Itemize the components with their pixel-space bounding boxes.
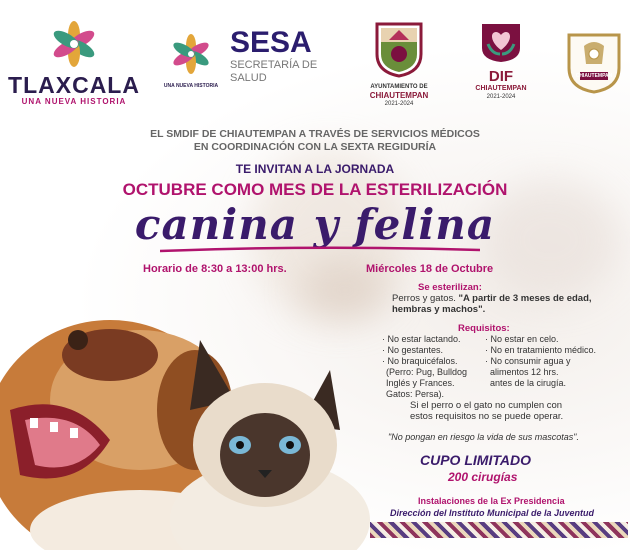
ayuntamiento-shield-icon [373,20,425,78]
script-title: canina y felina [134,200,496,249]
ayuntamiento-years: 2021-2024 [384,101,414,107]
tlaxcala-title: TLAXCALA [8,72,140,98]
venue-line-1: Instalaciones de la Ex Presidencia [418,496,565,506]
req-item: Inglés y Frances. [386,378,455,388]
dif-years: 2021-2024 [486,94,516,100]
requirements-heading: Requisitos: [458,323,510,334]
req-item: antes de la cirugía. [490,378,567,388]
cat-photo [160,330,380,550]
invite-text: TE INVITAN A LA JORNADA [235,162,395,176]
title-underline [160,246,480,254]
req-item: · No braquicéfalos. [382,356,458,366]
dif-logo [466,20,536,110]
requirements-left-list [382,334,487,400]
req-item: · No consumir agua y [485,356,571,366]
crest-shield-icon [566,32,622,94]
cirugias-count: 200 cirugías [448,470,518,484]
tlaxcala-small-flower-icon [160,28,222,78]
quote-text: "No pongan en riesgo la vida de sus mascotas". [388,432,579,442]
sterilize-text [392,293,592,304]
ayuntamiento-line2: CHIAUTEMPAN [369,91,429,100]
dif-line1: CHIAUTEMPAN [475,85,527,92]
sesa-line1: SECRETARÍA DE [230,59,318,71]
sesa-logo [230,28,340,98]
req-item: Gatos: Persa). [386,389,445,399]
requirements-right-list [485,334,615,389]
intro-line-1: EL SMDIF DE CHIAUTEMPAN A TRAVÉS DE SERVICIOS MÉDICOS [150,128,480,140]
sesa-line2: SALUD [230,72,267,84]
req-item: (Perro: Pug, Bulldog [386,367,468,377]
tlaxcala-logo [8,20,140,110]
event-headline: OCTUBRE COMO MES DE LA ESTERILIZACIÓN [122,180,508,199]
sterilize-text-bold: "A partir de 3 meses de edad, [458,293,592,304]
date-text: Miércoles 18 de Octubre [366,263,494,275]
req-item: · No estar lactando. [382,334,461,344]
dif-hands-heart-icon [478,20,524,64]
sterilize-heading: Se esterilizan: [418,282,482,293]
tlaxcala-subtitle: UNA NUEVA HISTORIA [21,97,127,106]
req-item: · No estar en celo. [485,334,559,344]
sterilize-text-plain: Perros y gatos. [392,293,459,304]
venue-line-2: Dirección del Instituto Municipal de la Juventud [390,508,595,518]
crest-label: CHIAUTEMPAN [575,73,613,79]
chiautempan-crest-logo [566,32,622,94]
warning-line-2: estos requisitos no se puede operar. [410,411,564,422]
sterilize-text-bold2: hembras y machos". [392,304,486,315]
ayuntamiento-line1: AYUNTAMIENTO DE [370,84,428,90]
tlaxcala-flower-icon [8,20,140,68]
intro-line-2: EN COORDINACIÓN CON LA SEXTA REGIDURÍA [193,141,437,153]
schedule-text: Horario de 8:30 a 13:00 hrs. [143,263,287,275]
decorative-pattern-band [370,522,628,538]
tlaxcala-small-subtitle: UNA NUEVA HISTORIA [163,83,219,89]
dif-title: DIF [488,68,514,85]
req-item: · No gestantes. [382,345,444,355]
ayuntamiento-logo [364,20,434,110]
sesa-title: SESA [230,26,312,59]
cupo-limitado: CUPO LIMITADO [420,452,531,468]
req-item: · No en tratamiento médico. [485,345,597,355]
req-item: alimentos 12 hrs. [490,367,559,377]
tlaxcala-small-logo [160,28,222,98]
warning-line-1: Si el perro o el gato no cumplen con [410,400,563,411]
sterilize-text-line2 [392,304,485,315]
